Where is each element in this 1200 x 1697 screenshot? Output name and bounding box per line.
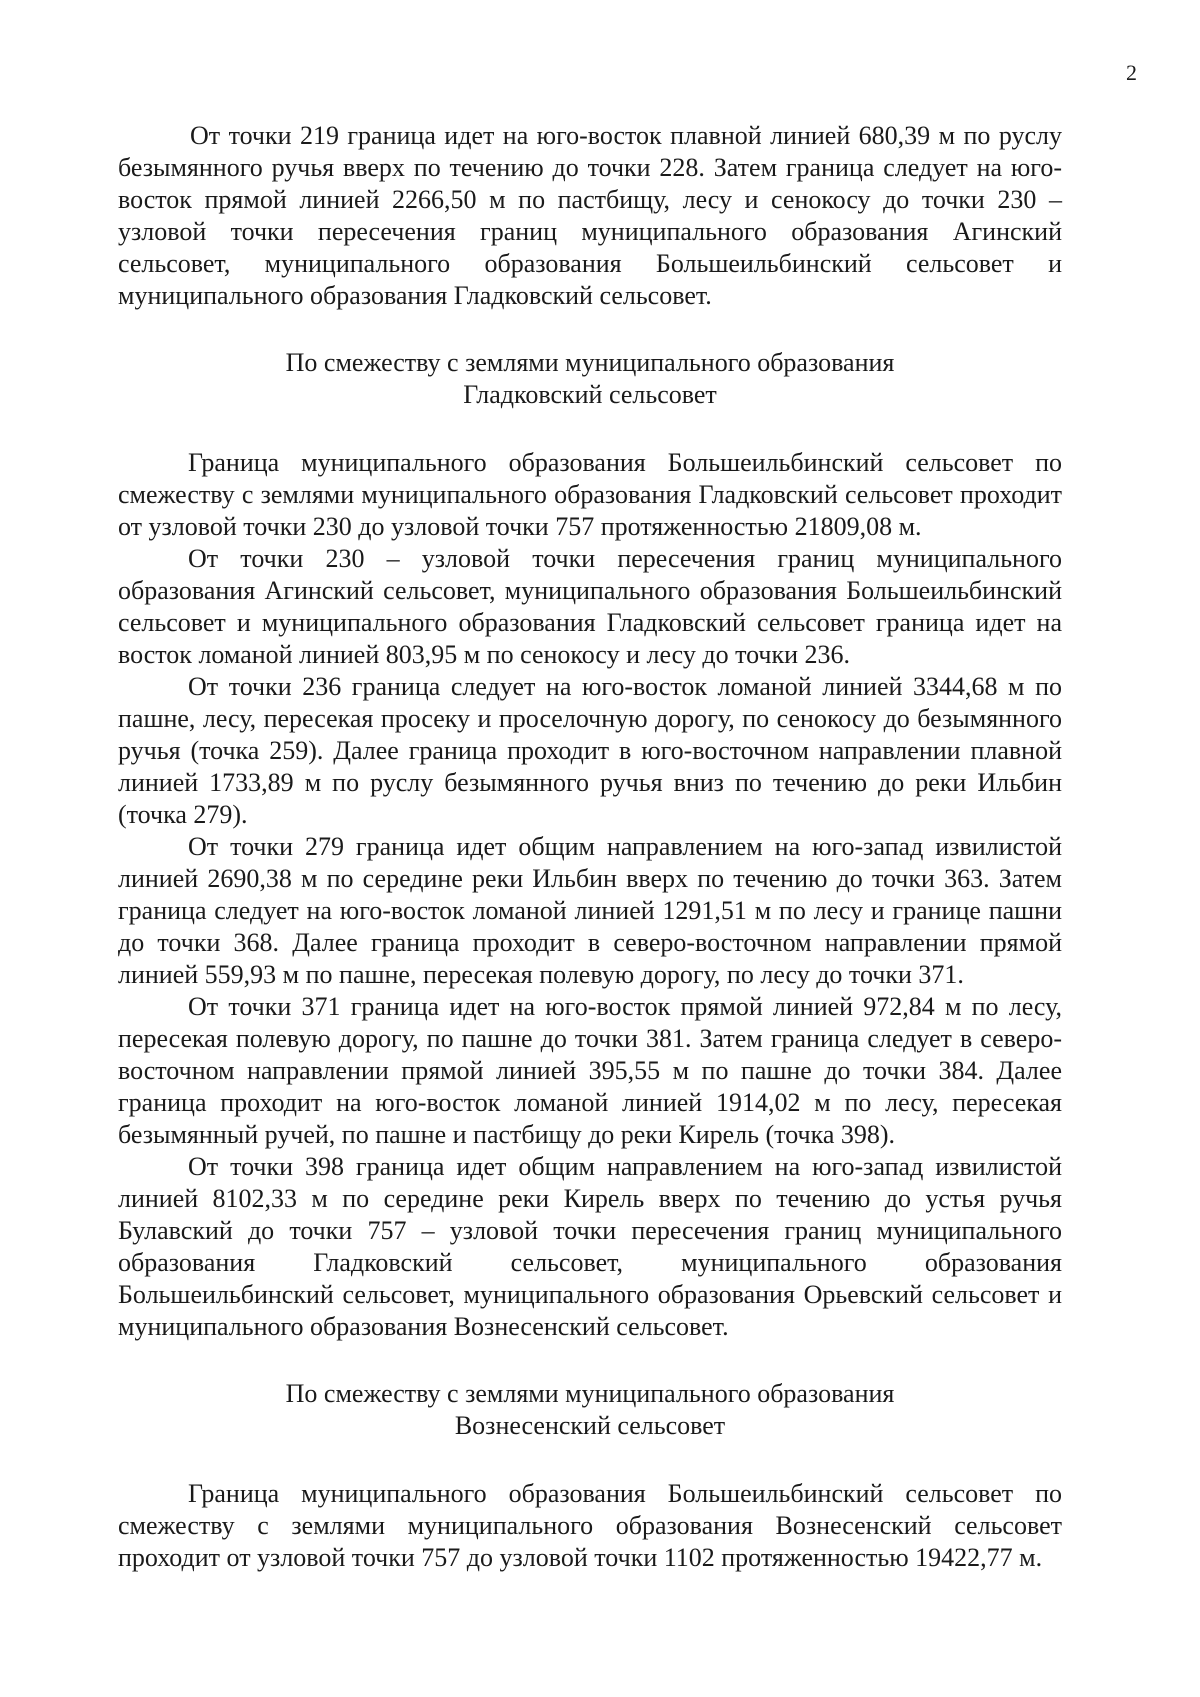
heading-line: По смежеству с землями муниципального образования — [285, 1379, 895, 1408]
section-voznesensky — [118, 1378, 1062, 1574]
heading-line: По смежеству с землями муниципального образования — [285, 348, 895, 377]
paragraph: От точки 279 граница идет общим направлением на юго-запад извилистой линией 2690,38 м по середине реки Ильбин вверх по течению до точки 363. Затем граница следует на юго-восток ломаной линией 1291,51 м по лесу и границе пашни до точки 368. Далее граница проходит в северо-восточном направлении прямой линией 559,93 м по пашне, пересекая полевую дорогу, по лесу до точки 371. — [118, 832, 1062, 989]
paragraph: Граница муниципального образования Большеильбинский сельсовет по смежеству с землями муниципального образования Гладковский сельсовет проходит от узловой точки 230 до узловой точки 757 протяженностью 21809,08 м. — [118, 448, 1062, 541]
page-number: 2 — [1126, 60, 1137, 85]
heading-line: Вознесенский сельсовет — [454, 1411, 726, 1440]
paragraph: От точки 236 граница следует на юго-восток ломаной линией 3344,68 м по пашне, лесу, пересекая просеку и проселочную дорогу, по сенокосу до безымянного ручья (точка 259). Далее граница проходит в юго-восточном направлении плавной линией 1733,89 м по руслу безымянного ручья вниз по течению до реки Ильбин (точка 279). — [118, 672, 1062, 829]
section-heading — [118, 1378, 1062, 1442]
document-body — [118, 120, 1062, 1574]
paragraph: Граница муниципального образования Большеильбинский сельсовет по смежеству с землями муниципального образования Вознесенский сельсовет проходит от узловой точки 757 до узловой точки 1102 протяженностью 19422,77 м. — [118, 1479, 1062, 1572]
paragraph: От точки 230 – узловой точки пересечения границ муниципального образования Агинский сельсовет, муниципального образования Большеильбинский сельсовет и муниципального образования Гладковский сельсовет граница идет на восток ломаной линией 803,95 м по сенокосу и лесу до точки 236. — [118, 544, 1062, 669]
heading-line: Гладковский сельсовет — [463, 380, 717, 409]
section-gladkovsky — [118, 347, 1062, 1343]
section-intro — [118, 120, 1062, 312]
section-heading — [118, 347, 1062, 411]
paragraph: От точки 371 граница идет на юго-восток прямой линией 972,84 м по лесу, пересекая полевую дорогу, по пашне до точки 381. Затем граница следует в северо-восточном направлении прямой линией 395,55 м по пашне до точки 384. Далее граница проходит на юго-восток ломаной линией 1914,02 м по лесу, пересекая безымянный ручей, по пашне и пастбищу до реки Кирель (точка 398). — [118, 992, 1062, 1149]
paragraph: От точки 219 граница идет на юго-восток плавной линией 680,39 м по руслу безымянного ручья вверх по течению до точки 228. Затем граница следует на юго-восток прямой линией 2266,50 м по пастбищу, лесу и сенокосу до точки 230 – узловой точки пересечения границ муниципального образования Агинский сельсовет, муниципального образования Большеильбинский сельсовет и муниципального образования Гладковский сельсовет. — [118, 121, 1062, 310]
paragraph: От точки 398 граница идет общим направлением на юго-запад извилистой линией 8102,33 м по середине реки Кирель вверх по течению до устья ручья Булавский до точки 757 – узловой точки пересечения границ муниципального образования Гладковский сельсовет, муниципального образования Большеильбинский сельсовет, муниципального образования Орьевский сельсовет и муниципального образования Вознесенский сельсовет. — [118, 1152, 1062, 1341]
